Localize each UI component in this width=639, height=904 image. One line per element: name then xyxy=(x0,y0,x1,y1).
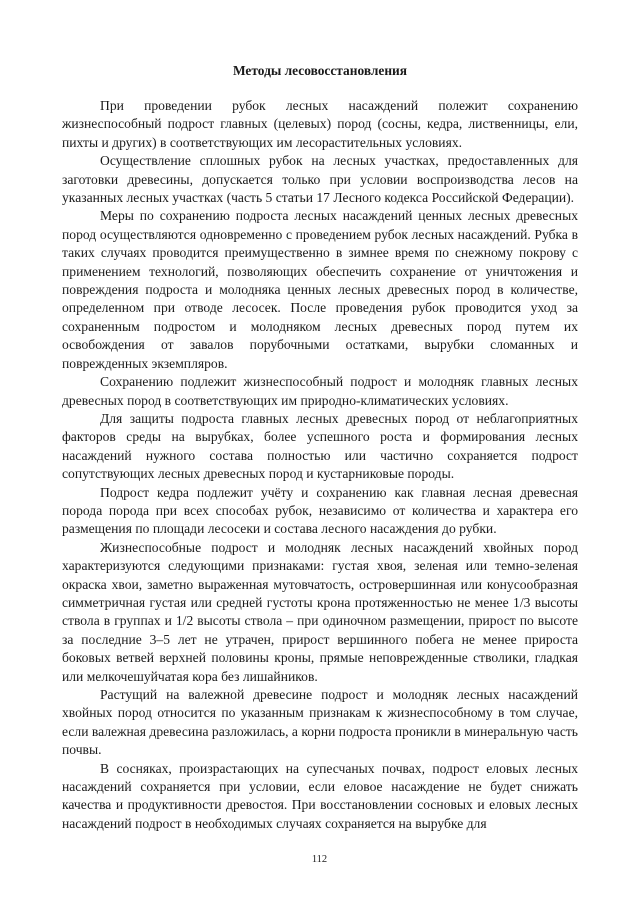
paragraph: При проведении рубок лесных насаждений полежит сохранению жизнеспособный подрост главных (целевых) пород (сосны, кедра, лиственницы, ели, пихты и других) в соответствующих им лесорастительных условиях. xyxy=(62,98,578,150)
paragraph: Для защиты подроста главных лесных древесных пород от неблагоприятных факторов среды на вырубках, более успешного роста и формирования лесных насаждений нужного состава полностью или частично сохраняется подрост сопутствующих лесных древесных пород и кустарниковые породы. xyxy=(62,410,578,482)
paragraph: Растущий на валежной древесине подрост и молодняк лесных насаждений хвойных пород относится по указанным признакам к жизнеспособному в том случае, если валежная древесина разложилась, а корни подроста проникли в минеральную часть почвы. xyxy=(62,687,578,758)
paragraph: Меры по сохранению подроста лесных насаждений ценных лесных древесных пород осуществляются одновременно с проведением рубок лесных насаждений. Рубка в таких случаях проводится преимущественно в зимнее время по снежному покрову с применением технологий, позволяющих обеспечить сохранение от уничтожения и повреждения подроста и молодняка ценных лесных древесных пород в количестве, определенном при отводе лесосек. После проведения рубок проводится уход за сохраненным подростом и молодняком лесных древесных пород путем их освобождения от завалов порубочными остатками, вырубки сломанных и поврежденных экземпляров. xyxy=(62,208,578,371)
paragraph: Подрост кедра подлежит учёту и сохранению как главная лесная древесная порода порода при всех способах рубок, независимо от количества и характера его размещения по площади лесосеки и состава лесного насаждения до рубки. xyxy=(62,484,578,537)
document-body xyxy=(62,97,578,833)
document-title: Методы лесовосстановления xyxy=(232,63,408,78)
paragraph: Осуществление сплошных рубок на лесных участках, предоставленных для заготовки древесины, допускается только при условии воспроизводства лесов на указанных лесных участках (часть 5 статьи 17 Лесного кодекса Российской Федерации). xyxy=(62,153,578,206)
page-number: 112 xyxy=(311,854,328,865)
paragraph: Жизнеспособные подрост и молодняк лесных насаждений хвойных пород характеризуются следующими признаками: густая хвоя, зеленая или темно-зеленая окраска хвои, заметно выраженная мутовчатость, островершинная или конусообразная симметричная густая или средней густоты крона протяженностью не менее 1/3 высоты ствола в группах и 1/2 высоты ствола – при одиночном размещении, прирост по высоте за последние 3–5 лет не утрачен, прирост вершинного побега не менее прироста боковых ветвей верхней половины кроны, прямые неповрежденные стволики, гладкая или мелкочешуйчатая кора без лишайников. xyxy=(62,539,578,684)
paragraph: Сохранению подлежит жизнеспособный подрост и молодняк главных лесных древесных пород в соответствующих им природно-климатических условиях. xyxy=(62,374,578,408)
paragraph: В сосняках, произрастающих на супесчаных почвах, подрост еловых лесных насаждений сохраняется при условии, если еловое насаждение не будет снижать качества и продуктивности древостоя. При восстановлении сосновых и еловых лесных насаждений подрост в необходимых случаях сохраняется на вырубке для xyxy=(62,760,578,831)
